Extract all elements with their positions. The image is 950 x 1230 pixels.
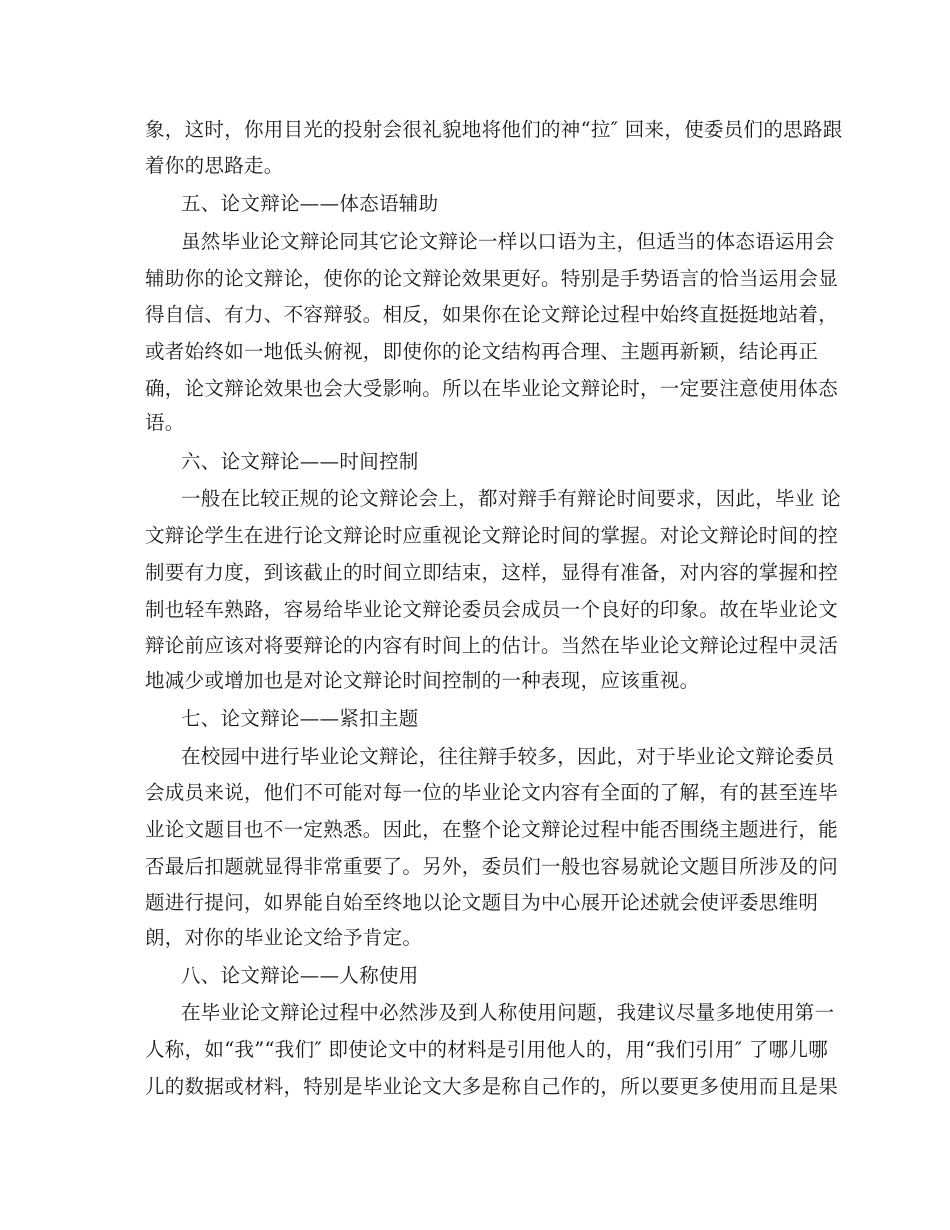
body-text-line: 确，论文辩论效果也会大受影响。所以在毕业论文辩论时，一定要注意使用体态	[145, 377, 839, 400]
body-text-line: 文辩论学生在进行论文辩论时应重视论文辩论时间的掌握。对论文辩论时间的控	[145, 524, 839, 547]
body-text-line: 辅助你的论文辩论，使你的论文辩论效果更好。特别是手势语言的恰当运用会显	[145, 267, 839, 290]
body-text-line: 或者始终如一地低头俯视，即使你的论文结构再合理、主题再新颖，结论再正	[145, 340, 819, 363]
body-text-line: 一般在比较正规的论文辩论会上，都对辩手有辩论时间要求，因此，毕业 论	[181, 487, 841, 510]
body-text-line: 得自信、有力、不容辩驳。相反，如果你在论文辩论过程中始终直挺挺地站着，	[145, 303, 839, 326]
section-heading-8: 八、论文辩论——人称使用	[181, 964, 419, 987]
section-heading-5: 五、论文辩论——体态语辅助	[181, 192, 439, 215]
body-text-line: 儿的数据或材料，特别是毕业论文大多是称自己作的，所以要更多使用而且是果	[145, 1075, 839, 1098]
body-text-line: 业论文题目也不一定熟悉。因此，在整个论文辩论过程中能否围绕主题进行，能	[145, 818, 839, 841]
body-text-line: 会成员来说，他们不可能对每一位的毕业论文内容有全面的了解，有的甚至连毕	[145, 781, 839, 804]
body-text-line: 朗，对你的毕业论文给予肯定。	[145, 926, 423, 949]
body-text-line: 虽然毕业论文辩论同其它论文辩论一样以口语为主，但适当的体态语运用会	[181, 230, 835, 253]
body-text-line: 题进行提问，如界能自始至终地以论文题目为中心展开论述就会使评委思维明	[145, 891, 819, 914]
body-text-line: 制要有力度，到该截止的时间立即结束，这样，显得有准备，对内容的掌握和控	[145, 561, 839, 584]
body-text-line: 象，这时，你用目光的投射会很礼貌地将他们的神“拉″ 回来，使委员们的思路跟	[145, 118, 843, 141]
section-heading-6: 六、论文辩论——时间控制	[181, 450, 419, 473]
body-text-line: 着你的思路走。	[145, 154, 284, 177]
body-text-line: 否最后扣题就显得非常重要了。另外，委员们一般也容易就论文题目所涉及的问	[145, 855, 839, 878]
body-text-line: 在校园中进行毕业论文辩论，往往辩手较多，因此，对于毕业论文辩论委员	[181, 745, 835, 768]
body-text-line: 辩论前应该对将要辩论的内容有时间上的估计。当然在毕业论文辩论过程中灵活	[145, 634, 839, 657]
body-text-line: 在毕业论文辩论过程中必然涉及到人称使用问题，我建议尽量多地使用第一	[181, 1001, 835, 1024]
body-text-line: 地减少或增加也是对论文辩论时间控制的一种表现，应该重视。	[145, 669, 700, 692]
body-text-line: 语。	[145, 411, 185, 434]
section-heading-7: 七、论文辩论——紧扣主题	[181, 707, 419, 730]
body-text-line: 制也轻车熟路，容易给毕业论文辩论委员会成员一个良好的印象。故在毕业论文	[145, 598, 839, 621]
body-text-line: 人称，如“我”“我们″ 即使论文中的材料是引用他人的，用“我们引用″ 了哪儿哪	[145, 1038, 829, 1061]
